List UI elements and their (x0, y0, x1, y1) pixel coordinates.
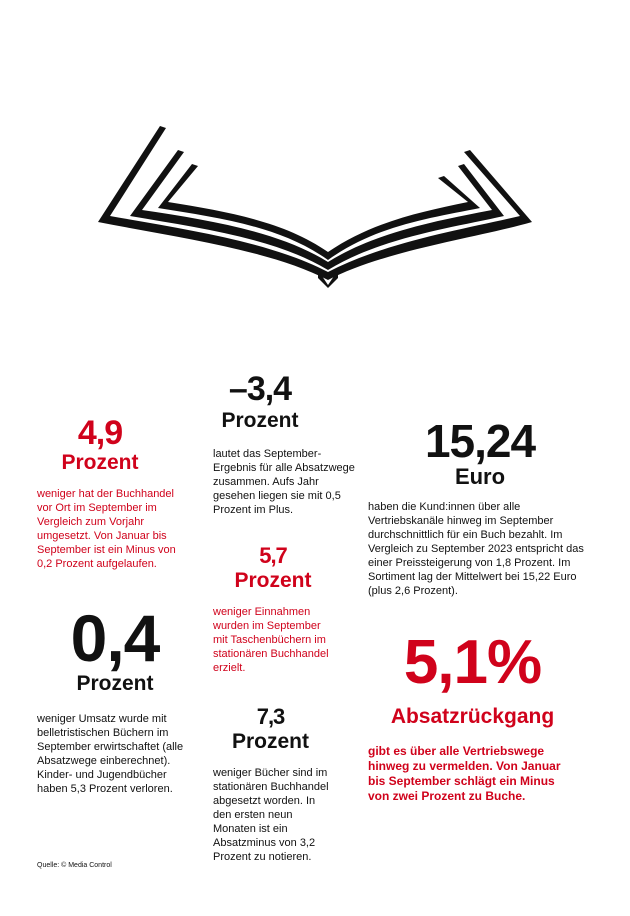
stat-4-9-unit: Prozent (61, 451, 139, 474)
stat-7-3-text: weniger Bücher sind im stationären Buchhandel abgesetzt worden. In den ersten neun Monaten ist ein Absatzminus von 3,2 Prozent zu notieren. (213, 767, 329, 863)
stat-15-24-value: 15,24 (424, 415, 536, 467)
stat-4-9-text: weniger hat der Buchhandel vor Ort im September im Vergleich zum Vorjahr umgesetzt. Von Januar bis September ist ein Minus von 0,2 Prozent aufgelaufen. (37, 488, 176, 570)
stat-minus-3-4-value: –3,4 (228, 370, 292, 408)
stat-0-4-value: 0,4 (70, 601, 160, 675)
stat-minus-3-4-text: lautet das September-Ergebnis für alle Absatzwege zusammen. Aufs Jahr gesehen liegen sie mit 0,5 Prozent im Plus. (213, 448, 355, 516)
stat-5-7-value: 5,7 (259, 543, 287, 568)
stat-7-3-value: 7,3 (256, 704, 285, 729)
stat-0-4-text: weniger Umsatz wurde mit belletristischen Büchern im September erwirtschaftet (alle Absatzwege einberechnet). Kinder- und Jugendbücher haben 5,3 Prozent verloren. (37, 713, 184, 795)
stat-5-1-percent-text: gibt es über alle Vertriebswege hinweg zu vermelden. Von Januar bis September schlägt ein Minus von zwei Prozent zu Buche. (368, 744, 561, 803)
stat-15-24-unit: Euro (454, 464, 506, 489)
stat-5-7-unit: Prozent (234, 569, 312, 592)
stat-7-3-unit: Prozent (231, 730, 309, 753)
stat-15-24-text: haben die Kund:innen über alle Vertriebskanäle hinweg im September durchschnittlich für ein Buch bezahlt. Im Vergleich zu September 2023 entspricht das einer Preissteigerung von 1,8 Prozent. Im Sortiment lag der Mittelwert bei 15,22 Euro (plus 2,6 Prozent). (368, 501, 584, 597)
source-note: Quelle: © Media Control (37, 862, 112, 869)
stat-4-9-value: 4,9 (77, 414, 123, 452)
open-book-icon (80, 120, 550, 290)
stat-5-1-percent-value: 5,1% (403, 628, 542, 697)
stat-minus-3-4-unit: Prozent (221, 409, 299, 432)
stat-5-1-percent-unit: Absatzrückgang (390, 705, 555, 728)
stat-5-7-text: weniger Einnahmen wurden im September mit Taschenbüchern im stationären Buchhandel erzielt. (213, 606, 329, 674)
stat-0-4-unit: Prozent (76, 672, 154, 695)
